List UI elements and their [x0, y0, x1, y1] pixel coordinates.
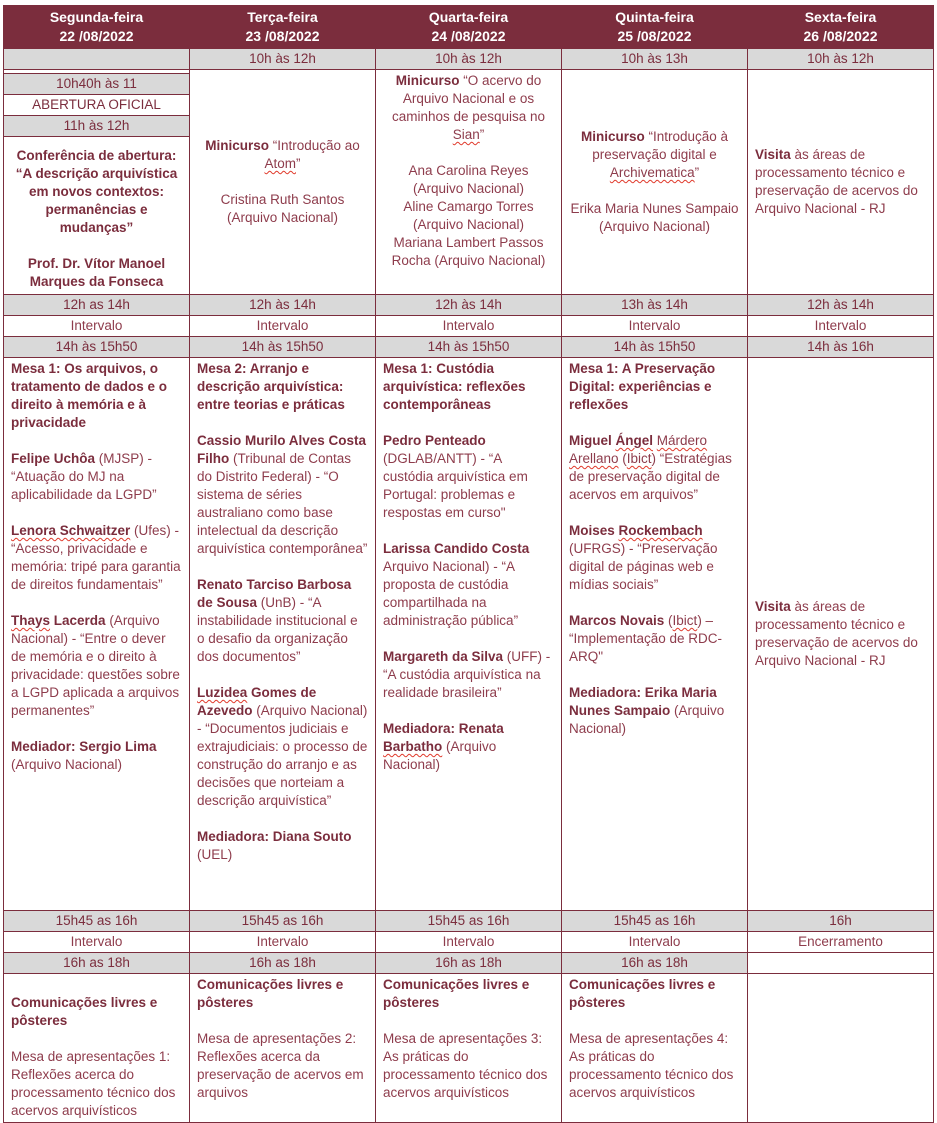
session-cell — [4, 974, 190, 1123]
text-run: (Arquivo Nacional) — [383, 739, 497, 772]
text-run: Visita — [755, 599, 791, 614]
spacer — [11, 1030, 182, 1048]
paragraph — [197, 1030, 368, 1102]
paragraph — [383, 198, 554, 234]
paragraph — [197, 828, 368, 864]
text-run: Miguel — [569, 433, 616, 448]
day-name: Sexta-feira — [804, 9, 877, 25]
text-run: Mediadora: Diana Souto — [197, 829, 352, 844]
session-cell — [376, 358, 562, 911]
paragraph — [197, 191, 368, 227]
paragraph — [197, 976, 368, 1012]
sub-time-banner: 10h40h às 11 — [4, 73, 189, 95]
empty-cell — [748, 974, 934, 1123]
time-slot-cell: 13h às 14h — [562, 295, 748, 316]
text-run: Mesa de apresentações 1: Reflexões acerca do processamento técnico dos acervos arquivísticos — [11, 1049, 176, 1118]
session-text — [755, 146, 926, 218]
spacer — [383, 414, 554, 432]
session-cell — [562, 974, 748, 1123]
time-slot-cell: 12h as 14h — [4, 295, 190, 316]
time-slot-cell: 16h — [748, 911, 934, 932]
paragraph — [197, 684, 368, 810]
text-run: ( — [664, 613, 673, 628]
paragraph — [383, 648, 554, 702]
text-run: Atom — [264, 156, 296, 171]
session-text — [197, 360, 368, 864]
text-run: Mesa 1: Custódia arquivística: reflexões contemporâneas — [383, 361, 526, 412]
paragraph — [11, 450, 182, 504]
paragraph — [569, 432, 740, 504]
session-text — [4, 137, 189, 293]
label-cell: Intervalo — [376, 316, 562, 337]
text-run: (UEL) — [197, 847, 233, 862]
text-run: Mesa 1: A Preservação Digital: experiências e reflexões — [569, 361, 716, 412]
day-header-quarta-feira — [376, 6, 562, 49]
day-header-segunda-feira — [4, 6, 190, 49]
day-header-terca-feira — [190, 6, 376, 49]
session-text — [11, 360, 182, 774]
text-run: (Arquivo Nacional) — [11, 757, 123, 772]
label-cell: Encerramento — [748, 932, 934, 953]
paragraph — [569, 684, 740, 738]
paragraph — [383, 976, 554, 1012]
spacer — [569, 504, 740, 522]
text-run: Minicurso — [395, 73, 460, 88]
paragraph — [569, 200, 740, 236]
paragraph — [197, 137, 368, 173]
text-run: às áreas de processamento técnico e preservação de acervos do Arquivo Nacional - RJ — [755, 599, 918, 668]
text-run: Barbatho — [383, 739, 443, 754]
spacer — [569, 182, 740, 200]
paragraph — [11, 360, 182, 432]
text-run: Minicurso — [205, 138, 269, 153]
spacer — [383, 630, 554, 648]
text-run: Márdero Arellano — [569, 433, 708, 466]
time-slot-cell: 10h às 12h — [748, 49, 934, 70]
day-header-sexta-feira — [748, 6, 934, 49]
label-cell: Intervalo — [190, 932, 376, 953]
day-name: Quinta-feira — [615, 9, 694, 25]
text-run: Moises — [569, 523, 619, 538]
text-run: Gomes de Azevedo — [197, 685, 317, 718]
session-text — [197, 137, 368, 227]
text-run: (UnB) - “A instabilidade institucional e o desafio da organização dos documentos” — [197, 595, 358, 664]
time-slot-cell: 14h às 15h50 — [190, 337, 376, 358]
label-cell: Intervalo — [562, 932, 748, 953]
time-slot-cell: 15h45 as 16h — [562, 911, 748, 932]
text-run: Arquivo Nacional) - “A proposta de custódia compartilhada na administração pública” — [383, 559, 519, 628]
session-cell — [4, 70, 190, 295]
text-run: Lacerda — [50, 613, 106, 628]
text-run: (UFF) - “A custódia arquivística na realidade brasileira” — [383, 649, 551, 700]
text-run: Archivematica — [609, 165, 695, 180]
time-slot-cell: 10h às 13h — [562, 49, 748, 70]
text-run: Larissa Candido Costa — [383, 541, 530, 556]
text-run: Renato Tarciso Barbosa de Sousa — [197, 577, 352, 610]
text-run: Mesa de apresentações 3: As práticas do processamento técnico dos acervos arquivísticos — [383, 1031, 548, 1100]
paragraph — [569, 1030, 740, 1102]
paragraph — [197, 432, 368, 558]
schedule-table — [3, 5, 934, 1123]
text-run: ” — [694, 165, 700, 180]
text-run: ” — [296, 156, 301, 171]
day-header-quinta-feira — [562, 6, 748, 49]
text-run: (Arquivo Nacional) - “Documentos judiciais e extrajudiciais: o processo de construção do arranjo e as decisões que norteiam a descrição arquivística” — [197, 703, 368, 808]
label-cell: Intervalo — [190, 316, 376, 337]
spacer — [383, 1012, 554, 1030]
spacer — [11, 594, 182, 612]
label-cell: Intervalo — [562, 316, 748, 337]
text-run: Mediadora: Renata — [383, 721, 504, 736]
paragraph — [383, 360, 554, 414]
paragraph — [569, 522, 740, 594]
paragraph — [11, 522, 182, 594]
session-cell — [748, 70, 934, 295]
day-date: 26 /08/2022 — [803, 28, 878, 44]
paragraph — [383, 540, 554, 630]
text-run: Mesa de apresentações 2: Reflexões acerca da preservação de acervos em arquivos — [197, 1031, 364, 1100]
text-run: Aline Camargo Torres (Arquivo Nacional) — [403, 199, 534, 232]
day-name: Segunda-feira — [49, 9, 144, 25]
time-slot-cell: 16h as 18h — [4, 953, 190, 974]
time-slot-cell: 12h às 14h — [376, 295, 562, 316]
text-run: Sian — [452, 127, 480, 142]
session-text — [569, 360, 740, 738]
text-run: (Ufes) - “Acesso, privacidade e memória: tripé para garantia de direitos fundamentais” — [11, 523, 181, 592]
text-run: ) – “Implementação de RDC-ARQ" — [569, 613, 723, 664]
spacer — [11, 237, 182, 255]
session-text — [383, 360, 554, 774]
paragraph — [11, 994, 182, 1030]
paragraph — [569, 976, 740, 1012]
text-run: Mediador: Sergio Lima — [11, 739, 157, 754]
label-cell: Intervalo — [4, 316, 190, 337]
text-run: às áreas de processamento técnico e preservação de acervos do Arquivo Nacional - RJ — [755, 147, 918, 216]
text-run: Comunicações livres e pôsteres — [197, 977, 344, 1010]
time-slot-cell: 16h as 18h — [190, 953, 376, 974]
session-text — [569, 976, 740, 1102]
text-run: Mesa 2: Arranjo e descrição arquivística: entre teorias e práticas — [197, 361, 345, 412]
paragraph — [569, 360, 740, 414]
spacer — [569, 414, 740, 432]
text-run: Margareth da Silva — [383, 649, 504, 664]
spacer — [11, 720, 182, 738]
label-cell: Intervalo — [4, 932, 190, 953]
time-slot-cell: 14h às 15h50 — [376, 337, 562, 358]
sub-time-banner: 11h às 12h — [4, 115, 189, 137]
text-run: Ibict — [672, 613, 698, 628]
time-slot-cell: 12h às 14h — [748, 295, 934, 316]
text-run: (Arquivo Nacional) — [569, 703, 725, 736]
text-run: Visita — [755, 147, 791, 162]
session-text — [383, 976, 554, 1102]
sub-schedule-banners — [4, 70, 189, 137]
empty-cell — [748, 953, 934, 974]
paragraph — [11, 738, 182, 774]
time-slot-cell: 14h às 15h50 — [562, 337, 748, 358]
session-cell — [376, 70, 562, 295]
label-cell: Intervalo — [376, 932, 562, 953]
session-cell — [190, 358, 376, 911]
session-cell — [562, 358, 748, 911]
paragraph — [11, 147, 182, 237]
text-run: Mariana Lambert Passos Rocha (Arquivo Nacional) — [391, 235, 546, 268]
session-text — [755, 598, 926, 670]
session-text — [11, 976, 182, 1120]
text-run: (DGLAB/ANTT) - “A custódia arquivística em Portugal: problemas e respostas em curso" — [383, 451, 528, 520]
paragraph — [11, 612, 182, 720]
text-run: Comunicações livres e pôsteres — [11, 995, 158, 1028]
text-run: (Tribunal de Contas do Distrito Federal) - “O sistema de séries australiano como base intelectual da descrição arquivística contemporânea” — [197, 451, 368, 556]
text-run: Thays — [11, 613, 51, 628]
text-run: Comunicações livres e pôsteres — [569, 977, 716, 1010]
time-slot-cell — [4, 49, 190, 70]
spacer — [569, 666, 740, 684]
text-run: Felipe Uchôa — [11, 451, 96, 466]
paragraph — [755, 598, 926, 670]
paragraph — [755, 146, 926, 218]
text-run: Ibict — [626, 451, 652, 466]
text-run: Prof. Dr. Vítor Manoel Marques da Fonseca — [27, 256, 166, 289]
day-date: 22 /08/2022 — [59, 28, 134, 44]
spacer — [383, 522, 554, 540]
session-cell — [190, 70, 376, 295]
text-run: Ángel — [615, 433, 654, 448]
time-slot-cell: 10h às 12h — [376, 49, 562, 70]
text-run: Rockembach — [618, 523, 703, 538]
day-name: Terça-feira — [247, 9, 318, 25]
sub-time-banner: ABERTURA OFICIAL — [4, 94, 189, 116]
text-run: Ana Carolina Reyes (Arquivo Nacional) — [408, 163, 529, 196]
text-run: (Arquivo Nacional) - “Entre o dever de memória e o direito à privacidade: questões sobre a LGPD aplicada a arquivos permanentes” — [11, 613, 180, 718]
spacer — [11, 504, 182, 522]
time-slot-cell: 16h as 18h — [376, 953, 562, 974]
spacer — [197, 173, 368, 191]
paragraph — [11, 1048, 182, 1120]
text-run: “Introdução ao — [268, 138, 360, 153]
text-run: Lenora Schwaitzer — [11, 523, 131, 538]
text-run: Minicurso — [580, 129, 645, 144]
spacer — [383, 702, 554, 720]
spacer — [569, 594, 740, 612]
time-slot-cell: 15h45 as 16h — [4, 911, 190, 932]
text-run: (UFRGS) - “Preservação digital de páginas web e mídias sociais” — [569, 541, 718, 592]
label-cell: Intervalo — [748, 316, 934, 337]
text-run: ) “Estratégias de preservação digital de acervos em arquivos” — [569, 451, 732, 502]
text-run: Erika Maria Nunes Sampaio (Arquivo Nacional) — [570, 201, 739, 234]
time-slot-cell: 14h às 16h — [748, 337, 934, 358]
session-cell — [562, 70, 748, 295]
time-slot-cell: 12h às 14h — [190, 295, 376, 316]
time-slot-cell: 14h às 15h50 — [4, 337, 190, 358]
paragraph — [197, 360, 368, 414]
day-date: 24 /08/2022 — [431, 28, 506, 44]
text-run: Mesa de apresentações 4: As práticas do processamento técnico dos acervos arquivísticos — [569, 1031, 734, 1100]
text-run: Comunicações livres e pôsteres — [383, 977, 530, 1010]
text-run: “O acervo do Arquivo Nacional e os caminhos de pesquisa no — [391, 73, 546, 124]
text-run: (MJSP) - “Atuação do MJ na aplicabilidade da LGPD” — [11, 451, 157, 502]
spacer — [197, 414, 368, 432]
time-slot-cell: 16h as 18h — [562, 953, 748, 974]
text-run: ” — [479, 127, 485, 142]
session-text — [197, 976, 368, 1102]
text-run: Cassio Murilo Alves Costa Filho — [197, 433, 367, 466]
text-run: Marcos Novais — [569, 613, 665, 628]
session-cell — [376, 974, 562, 1123]
text-run: ( — [618, 451, 627, 466]
session-cell — [748, 358, 934, 911]
text-run: Mesa 1: Os arquivos, o tratamento de dados e o direito à memória e à privacidade — [11, 361, 168, 430]
paragraph — [383, 720, 554, 774]
spacer — [11, 976, 182, 994]
paragraph — [197, 576, 368, 666]
session-cell — [190, 974, 376, 1123]
text-run: Cristina Ruth Santos (Arquivo Nacional) — [220, 192, 345, 225]
session-text — [383, 72, 554, 270]
session-text — [569, 128, 740, 236]
text-run: “Introdução à preservação digital e — [592, 129, 729, 162]
paragraph — [383, 162, 554, 198]
paragraph — [11, 255, 182, 291]
paragraph — [383, 72, 554, 144]
paragraph — [569, 612, 740, 666]
spacer — [11, 432, 182, 450]
time-slot-cell: 10h às 12h — [190, 49, 376, 70]
time-slot-cell: 15h45 as 16h — [376, 911, 562, 932]
paragraph — [569, 128, 740, 182]
paragraph — [383, 234, 554, 270]
text-run: Conferência de abertura: “A descrição arquivística em novos contextos: permanências e mudanças” — [15, 148, 178, 235]
day-date: 25 /08/2022 — [617, 28, 692, 44]
session-cell — [4, 358, 190, 911]
text-run: Pedro Penteado — [383, 433, 486, 448]
text-run: Luzidea — [197, 685, 248, 700]
spacer — [197, 1012, 368, 1030]
spacer — [197, 810, 368, 828]
day-date: 23 /08/2022 — [245, 28, 320, 44]
day-name: Quarta-feira — [428, 9, 509, 25]
spacer — [197, 558, 368, 576]
spacer — [197, 666, 368, 684]
paragraph — [383, 432, 554, 522]
spacer — [383, 144, 554, 162]
text-run: Mediadora: Erika Maria Nunes Sampaio — [569, 685, 717, 718]
paragraph — [383, 1030, 554, 1102]
time-slot-cell: 15h45 as 16h — [190, 911, 376, 932]
spacer — [569, 1012, 740, 1030]
